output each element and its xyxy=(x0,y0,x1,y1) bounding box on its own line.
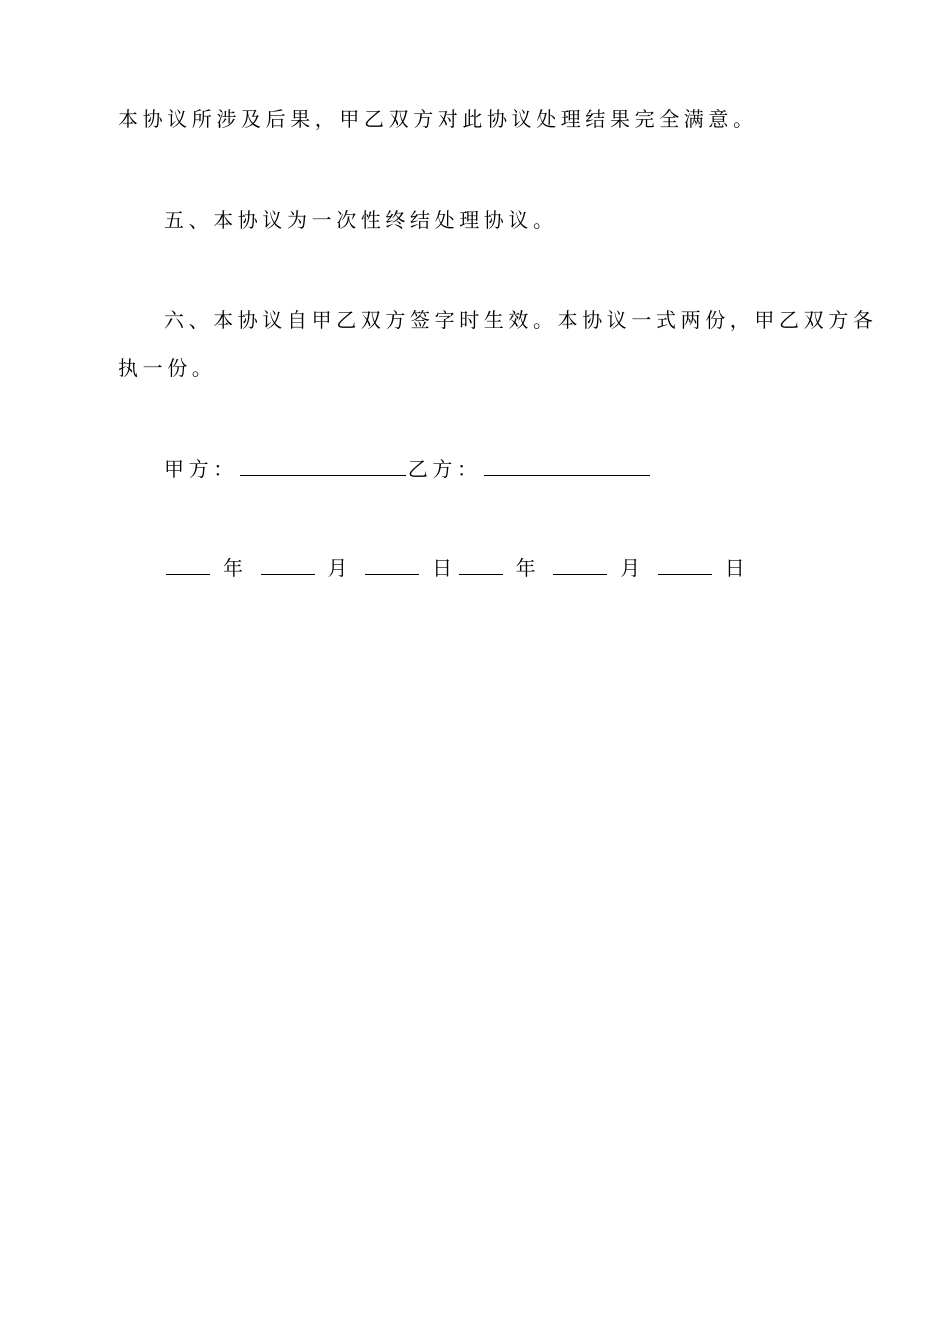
date-line xyxy=(164,556,749,580)
party-a-month-blank xyxy=(261,556,315,575)
party-a-month-label: 月 xyxy=(327,556,353,580)
party-a-year-blank xyxy=(166,556,210,575)
paragraph-5: 五、本协议为一次性终结处理协议。 xyxy=(164,208,558,232)
party-a-year-label: 年 xyxy=(222,556,248,580)
party-b-day-label: 日 xyxy=(724,556,750,580)
signature-line xyxy=(164,457,652,481)
party-b-month-blank xyxy=(553,556,607,575)
party-b-year-label: 年 xyxy=(515,556,541,580)
party-b-day-blank xyxy=(658,556,712,575)
paragraph-6-line-2: 执一份。 xyxy=(118,356,217,380)
paragraph-6-line-1: 六、本协议自甲乙双方签字时生效。本协议一式两份，甲乙双方各 xyxy=(164,308,878,332)
party-a-day-blank xyxy=(365,556,419,575)
party-b-label: 乙方： xyxy=(407,457,482,481)
party-b-year-blank xyxy=(459,556,503,575)
party-a-label: 甲方： xyxy=(164,457,238,481)
paragraph-4-continuation: 本协议所涉及后果，甲乙双方对此协议处理结果完全满意。 xyxy=(118,107,758,131)
party-b-signature-blank xyxy=(484,457,650,476)
party-b-month-label: 月 xyxy=(620,556,645,580)
party-a-signature-blank xyxy=(240,457,406,476)
party-a-day-label: 日 xyxy=(432,556,457,580)
